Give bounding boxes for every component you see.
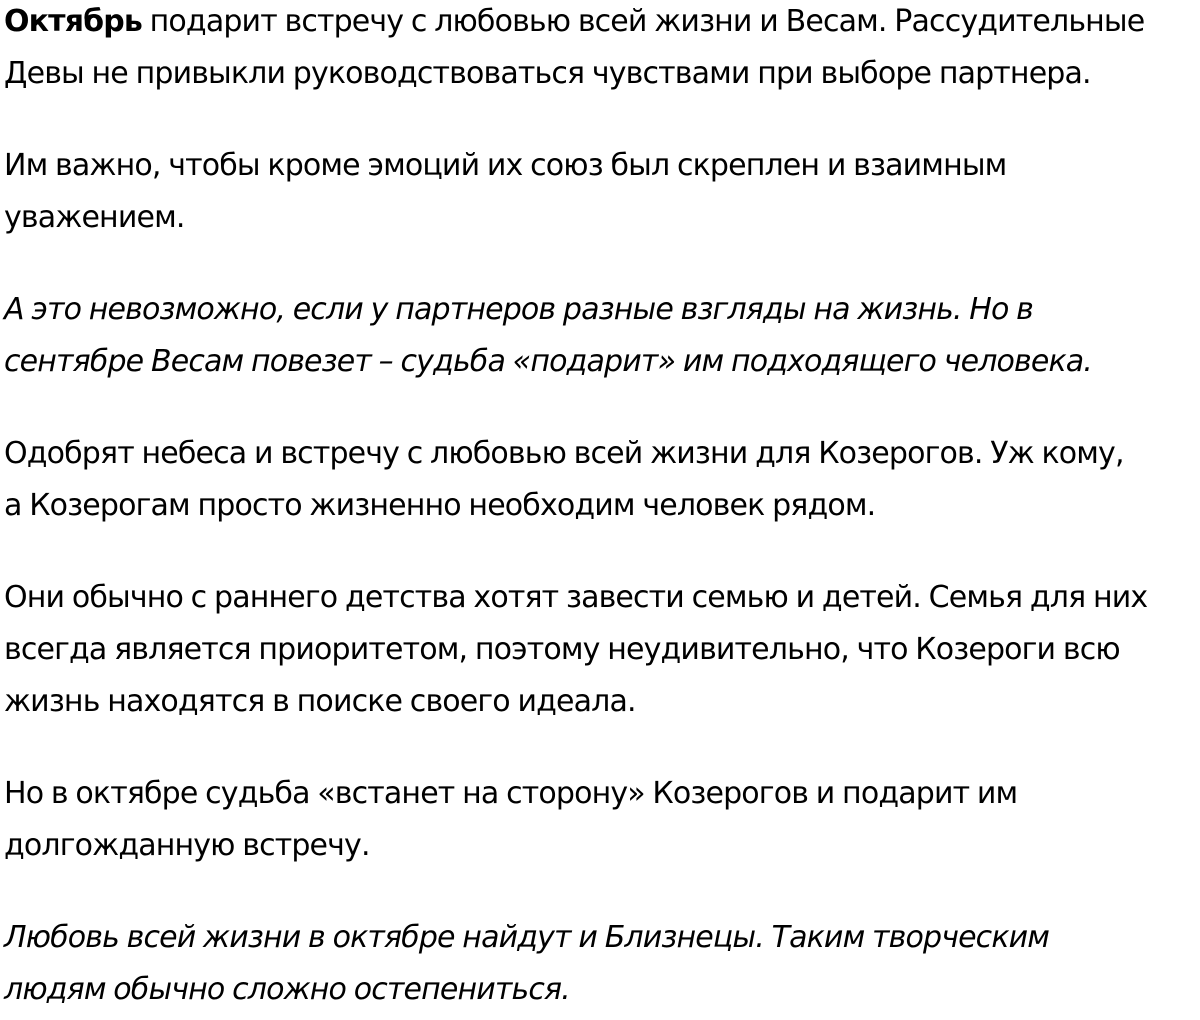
paragraph-line: Им важно, чтобы кроме эмоций их союз был скреплен и взаимным bbox=[4, 148, 1007, 183]
paragraph-line: Но в октябре судьба «встанет на сторону» Козерогов и подарит им bbox=[4, 776, 1018, 811]
paragraph-line: Они обычно с раннего детства хотят завести семью и детей. Семья для них bbox=[4, 580, 1148, 615]
paragraph-october bbox=[4, 0, 1200, 100]
paragraph-line: долгожданную встречу. bbox=[4, 828, 370, 863]
paragraph-capricorn bbox=[4, 428, 1200, 532]
paragraph-line: А это невозможно, если у партнеров разные взгляды на жизнь. Но в bbox=[4, 292, 1034, 327]
paragraph-family bbox=[4, 572, 1200, 728]
paragraph-italic-gemini bbox=[4, 912, 1200, 1016]
paragraph-line: жизнь находятся в поиске своего идеала. bbox=[4, 684, 636, 719]
paragraph-line: а Козерогам просто жизненно необходим человек рядом. bbox=[4, 488, 876, 523]
paragraph-october-meeting bbox=[4, 768, 1200, 872]
paragraph-italic-libra bbox=[4, 284, 1200, 388]
paragraph-line: сентябре Весам повезет – судьба «подарит» им подходящего человека. bbox=[4, 344, 1092, 379]
paragraph-text: подарит встречу с любовью всей жизни и Весам. Рассудительные bbox=[141, 4, 1145, 39]
bold-lead-word: Октябрь bbox=[4, 4, 142, 39]
paragraph-line bbox=[4, 0, 1200, 48]
paragraph-line: Одобрят небеса и встречу с любовью всей жизни для Козерогов. Уж кому, bbox=[4, 436, 1124, 471]
paragraph-line: Любовь всей жизни в октябре найдут и Близнецы. Таким творческим bbox=[4, 920, 1050, 955]
paragraph-line: уважением. bbox=[4, 200, 185, 235]
paragraph-line: Девы не привыкли руководствоваться чувствами при выборе партнера. bbox=[4, 56, 1091, 91]
paragraph-line: всегда является приоритетом, поэтому неудивительно, что Козероги всю bbox=[4, 632, 1120, 667]
paragraph-line: людям обычно сложно остепениться. bbox=[4, 972, 570, 1007]
paragraph-respect bbox=[4, 140, 1200, 244]
